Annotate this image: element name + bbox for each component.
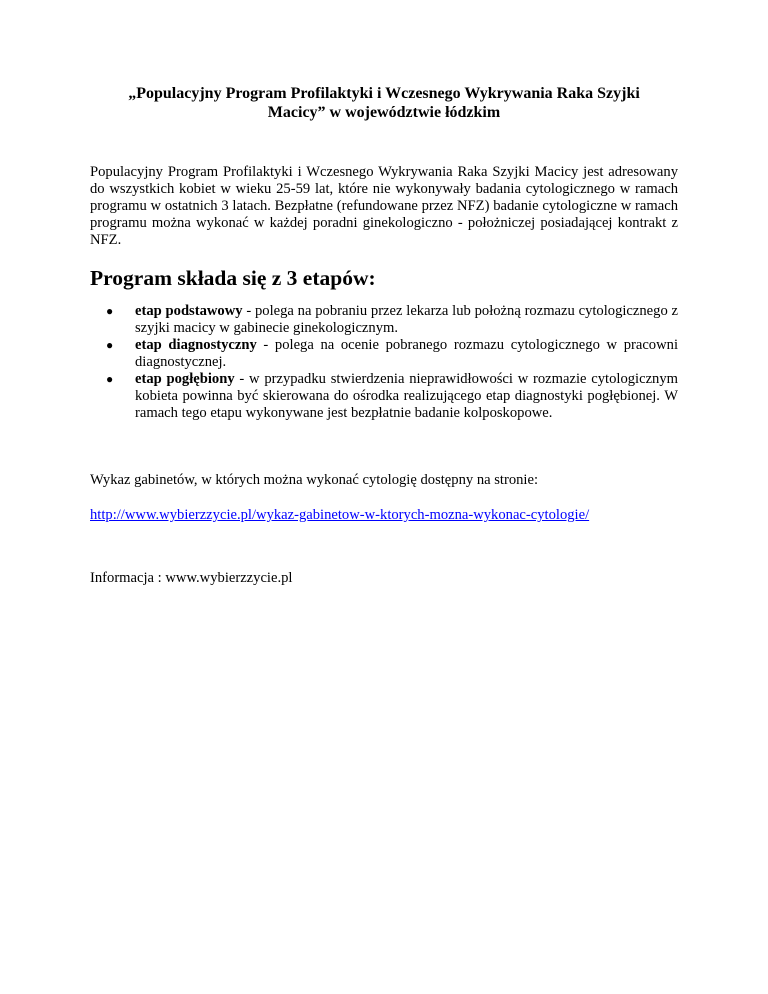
clinic-list-text: Wykaz gabinetów, w których można wykonać cytologię dostępny na stronie: [90,472,539,488]
list-item [106,371,678,422]
steps-list [90,303,678,422]
step-text: - w przypadku stwierdzenia nieprawidłowości w rozmazie cytologicznym kobieta powinna być skierowana do ośrodka realizującego etap diagnostyki pogłębionej. W ramach tego etapu wykonywane jest bezpłatnie badanie kolposkopowe. [135,371,678,421]
document-title: „Populacyjny Program Profilaktyki i Wczesnego Wykrywania Raka Szyjki Macicy” w województwie łódzkim [128,85,640,121]
info-text: Informacja : www.wybierzzycie.pl [90,570,293,586]
steps-heading: Program składa się z 3 etapów: [90,266,376,290]
step-text: - polega na pobraniu przez lekarza lub położną rozmazu cytologicznego z szyjki macicy w gabinecie ginekologicznym. [135,303,679,336]
clinic-list-link[interactable]: http://www.wybierzzycie.pl/wykaz-gabinetow-w-ktorych-mozna-wykonac-cytologie/ [90,507,590,523]
list-item [106,337,678,371]
step-name: etap diagnostyczny [135,337,257,353]
intro-paragraph: Populacyjny Program Profilaktyki i Wczesnego Wykrywania Raka Szyjki Macicy jest adresowany do wszystkich kobiet w wieku 25-59 lat, które nie wykonywały badania cytologicznego w ramach programu w ostatnich 3 latach. Bezpłatne (refundowane przez NFZ) badanie cytologiczne w ramach programu można wykonać w każdej poradni ginekologiczno - położniczej posiadającej kontrakt z NFZ. [90,164,678,248]
bullet-icon: ● [106,304,114,318]
step-name: etap pogłębiony [135,371,235,387]
step-text: - polega na ocenie pobranego rozmazu cytologicznego w pracowni diagnostycznej. [135,337,678,370]
list-item [106,303,679,337]
bullet-icon: ● [106,372,114,386]
bullet-icon: ● [106,338,114,352]
step-name: etap podstawowy [135,303,243,319]
